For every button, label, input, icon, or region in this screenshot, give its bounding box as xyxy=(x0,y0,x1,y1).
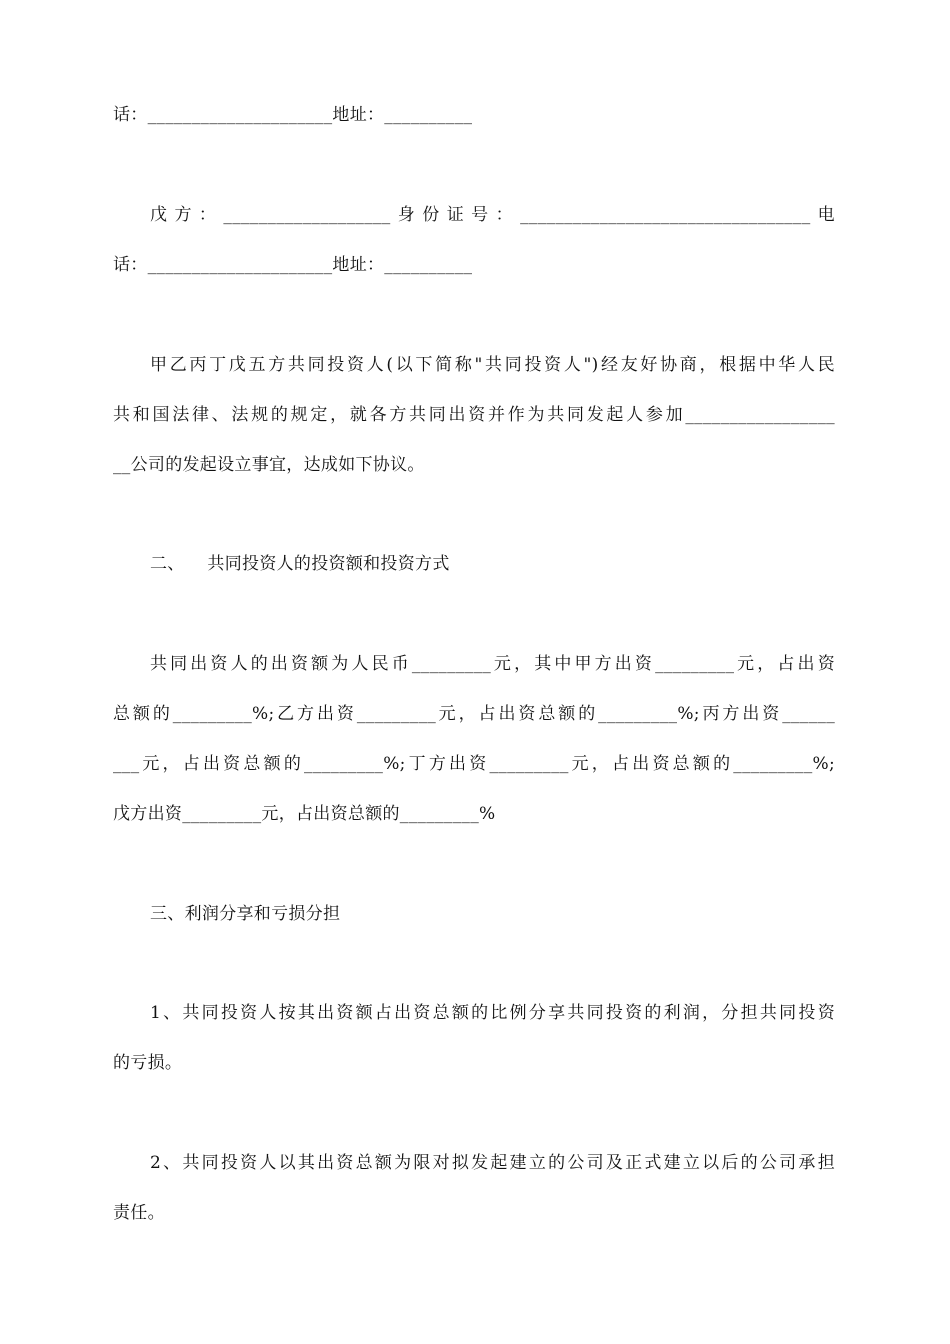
preamble-line-1: 甲乙丙丁戊五方共同投资人(以下简称"共同投资人")经友好协商，根据中华人民 xyxy=(150,355,835,375)
preamble-line-2: 共和国法律、法规的规定，就各方共同出资并作为共同发起人参加_________________ xyxy=(113,405,835,425)
phone-address-line-2: 话：_____________________地址：__________ xyxy=(113,255,473,275)
clause-2-line-1: 2、共同投资人以其出资总额为限对拟发起建立的公司及正式建立以后的公司承担 xyxy=(150,1153,835,1173)
preamble-line-3: __公司的发起设立事宜，达成如下协议。 xyxy=(113,455,425,475)
clause-1-line-2: 的亏损。 xyxy=(113,1053,183,1073)
section-heading-3: 三、利润分享和亏损分担 xyxy=(150,904,341,924)
investment-line-4: 戊方出资_________元，占出资总额的_________% xyxy=(113,804,496,824)
investment-line-1: 共同出资人的出资额为人民币_________元，其中甲方出资_________元，占出资 xyxy=(150,654,835,674)
party-wu-line: 戊方：___________________身份证号：_________________________________电 xyxy=(150,205,835,225)
investment-line-3: ___元，占出资总额的_________%;丁方出资_________元，占出资总额的_________%; xyxy=(113,754,835,774)
section-heading-2: 二、 共同投资人的投资额和投资方式 xyxy=(150,554,450,574)
investment-line-2: 总额的_________%;乙方出资_________元，占出资总额的_________%;丙方出资______ xyxy=(113,704,835,724)
clause-2-line-2: 责任。 xyxy=(113,1203,165,1223)
phone-address-line-1: 话：_____________________地址：__________ xyxy=(113,105,473,125)
clause-1-line-1: 1、共同投资人按其出资额占出资总额的比例分享共同投资的利润，分担共同投资 xyxy=(150,1003,835,1023)
